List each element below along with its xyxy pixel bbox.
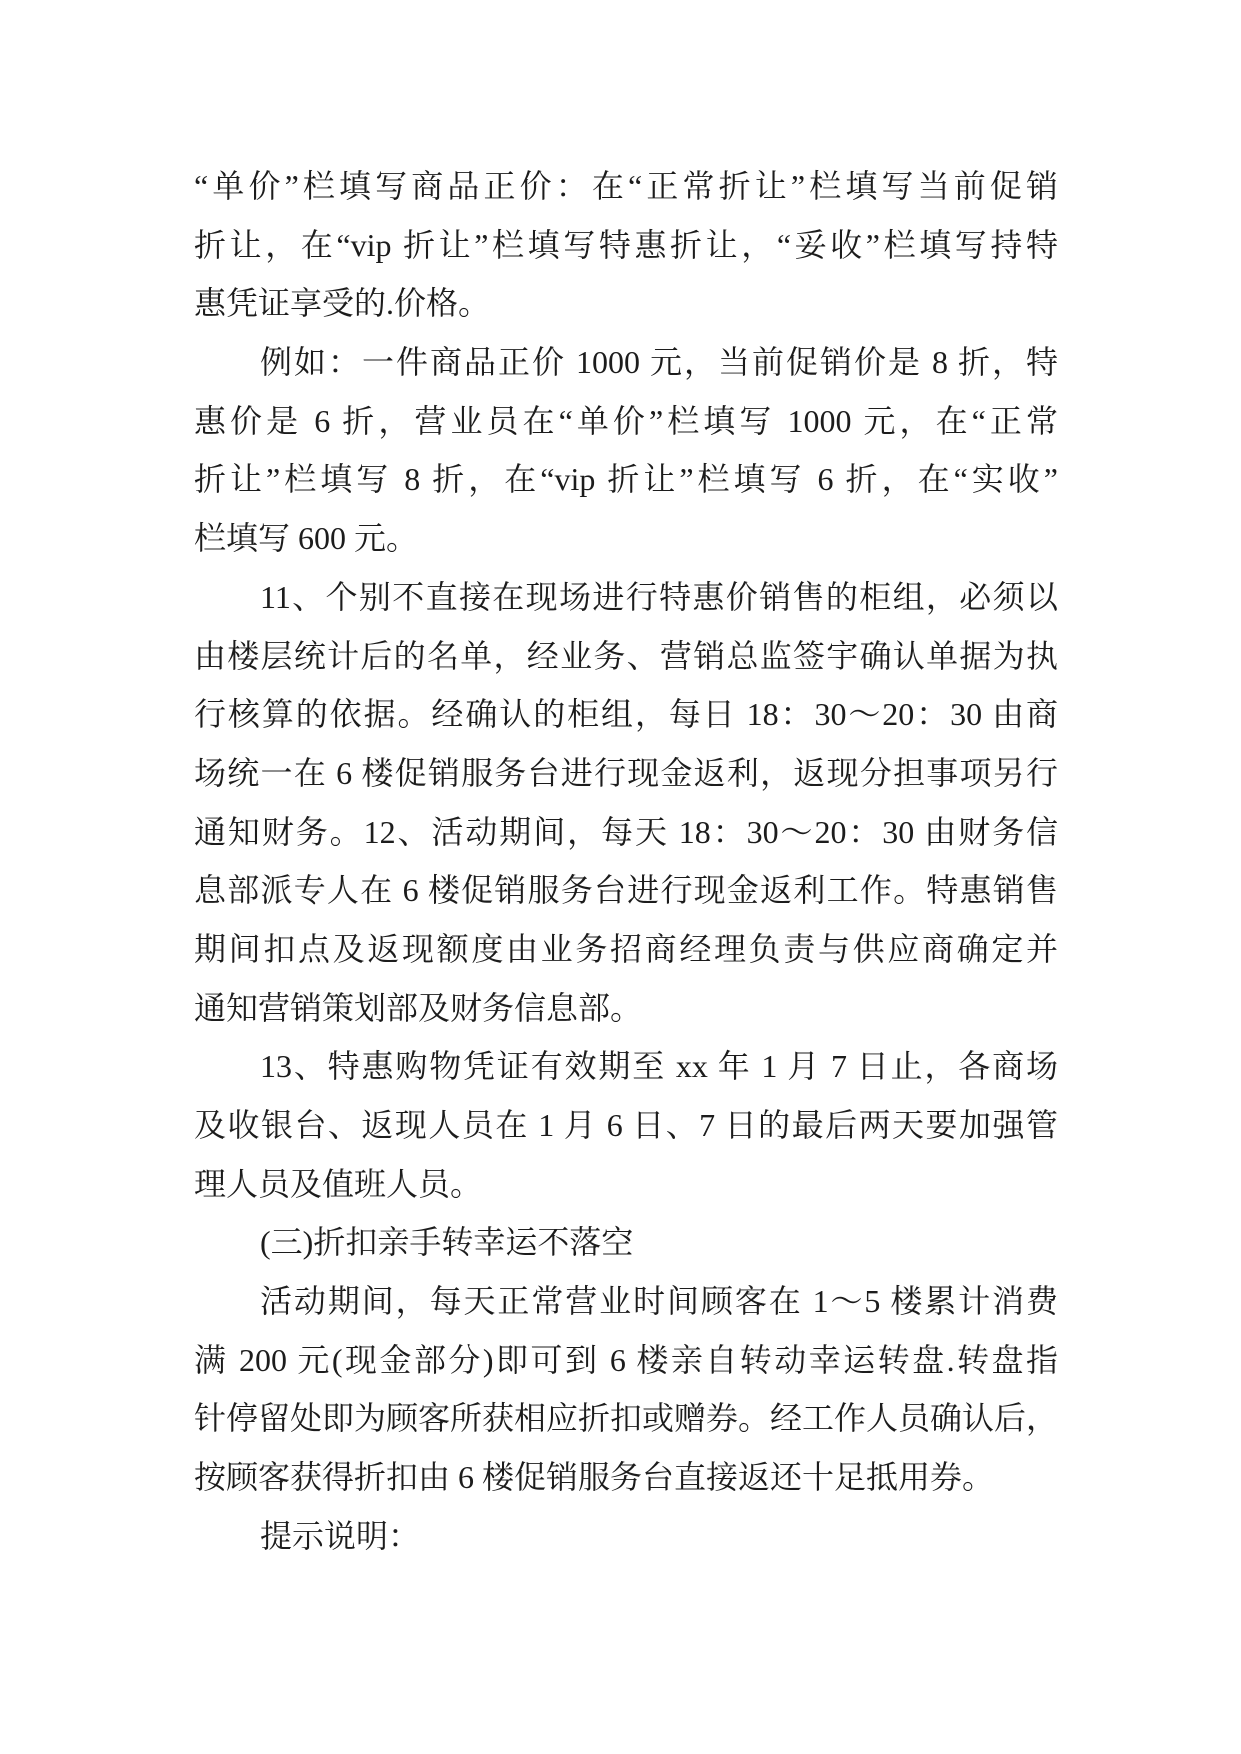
text-line: 期间扣点及返现额度由业务招商经理负责与供应商确定并: [194, 930, 1058, 967]
text-line: 例如：一件商品正价 1000 元，当前促销价是 8 折，特: [260, 344, 1058, 381]
text-line: 折让，在“vip 折让”栏填写特惠折让，“妥收”栏填写持特: [194, 226, 1058, 263]
text-line: 及收银台、返现人员在 1 月 6 日、7 日的最后两天要加强管: [194, 1107, 1058, 1143]
text-line: 折让”栏填写 8 折，在“vip 折让”栏填写 6 折，在“实收”: [194, 461, 1058, 498]
paragraph-item-13: [194, 1037, 1058, 1213]
paragraph-notes-heading: [194, 1507, 1058, 1566]
text-line: 场统一在 6 楼促销服务台进行现金返利，返现分担事项另行: [194, 754, 1058, 791]
section-heading: [194, 1213, 1058, 1272]
text-line: 11、个别不直接在现场进行特惠价销售的柜组，必须以: [260, 578, 1058, 615]
text-line: 提示说明：: [260, 1517, 421, 1554]
text-line: 理人员及值班人员。: [194, 1165, 483, 1202]
paragraph-pricing-fields: [194, 157, 1058, 333]
text-line: 活动期间，每天正常营业时间顾客在 1～5 楼累计消费: [260, 1283, 1058, 1320]
document-body: [194, 157, 1058, 1566]
paragraph-example: [194, 333, 1058, 568]
text-line: 按顾客获得折扣由 6 楼促销服务台直接返还十足抵用券。: [194, 1459, 995, 1496]
text-line: 惠价是 6 折，营业员在“单价”栏填写 1000 元，在“正常: [194, 402, 1058, 439]
section-heading-text: (三)折扣亲手转幸运不落空: [260, 1224, 634, 1261]
paragraph-item-11-12: [194, 568, 1058, 1038]
text-line: 栏填写 600 元。: [194, 520, 419, 557]
text-line: “单价”栏填写商品正价：在“正常折让”栏填写当前促销: [194, 168, 1058, 204]
text-line: 针停留处即为顾客所获相应折扣或赠券。经工作人员确认后，: [194, 1400, 1058, 1437]
text-line: 息部派专人在 6 楼促销服务台进行现金返利工作。特惠销售: [194, 872, 1058, 909]
text-line: 满 200 元(现金部分)即可到 6 楼亲自转动幸运转盘.转盘指: [194, 1341, 1058, 1378]
text-line: 13、特惠购物凭证有效期至 xx 年 1 月 7 日止，各商场: [260, 1048, 1058, 1085]
text-line: 惠凭证享受的.价格。: [194, 285, 491, 322]
text-line: 由楼层统计后的名单，经业务、营销总监签宇确认单据为执: [194, 637, 1058, 674]
text-line: 通知营销策划部及财务信息部。: [194, 989, 643, 1026]
text-line: 通知财务。12、活动期间，每天 18：30～20：30 由财务信: [194, 813, 1058, 850]
text-line: 行核算的依据。经确认的柜组，每日 18：30～20：30 由商: [194, 696, 1058, 733]
paragraph-lucky-wheel: [194, 1272, 1058, 1507]
